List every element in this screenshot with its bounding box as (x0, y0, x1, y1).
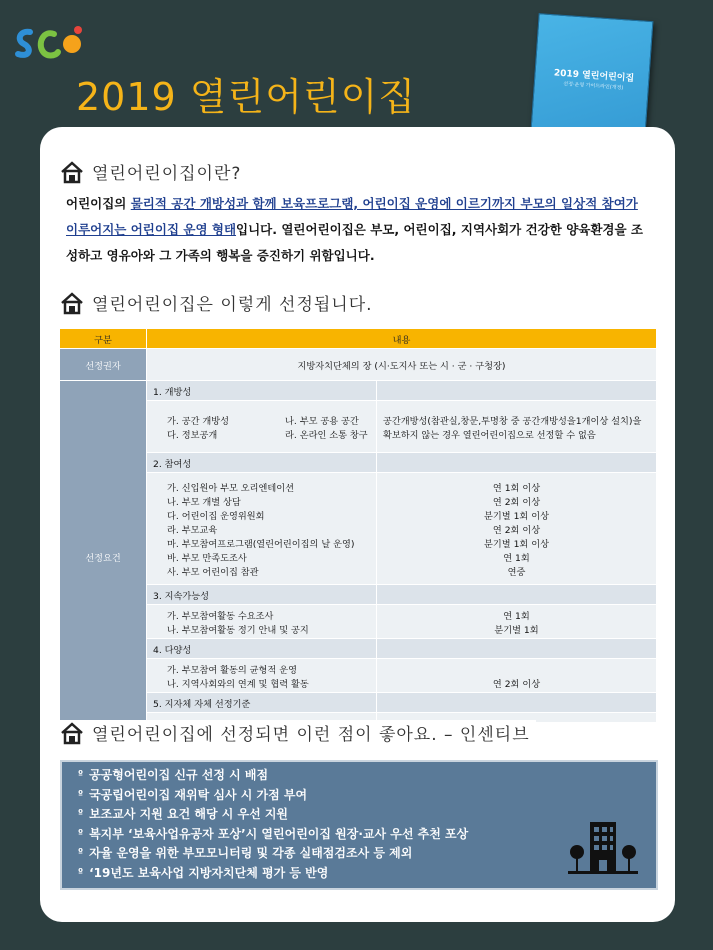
openness-item-d: 라. 온라인 소통 창구 (285, 429, 368, 441)
selection-table (59, 328, 656, 722)
house-icon (60, 160, 84, 184)
list-item: 가. 신입원아 부모 오리엔테이션 (167, 482, 295, 494)
group-title-blank (377, 585, 657, 605)
bullet-icon: º (78, 809, 84, 819)
list-item: 연 2회 이상 (492, 524, 541, 536)
participation-frequency (377, 473, 657, 585)
group-title-diversity: 4. 다양성 (147, 639, 377, 659)
list-item: 사. 부모 어린이집 참관 (167, 566, 259, 578)
list-item (78, 766, 640, 786)
page-title: 2019 열린어린이집 (76, 75, 417, 119)
row-value-selector: 지방자치단체의 장 (시·도지사 또는 시 · 군 · 구청장) (147, 349, 657, 381)
list-item: 다. 어린이집 운영위원회 (167, 510, 265, 522)
house-icon (60, 721, 84, 745)
list-item: 연중 (507, 566, 526, 578)
intro-paragraph (66, 191, 648, 269)
list-item: 분기별 1회 이상 (484, 538, 549, 550)
logo-icon (12, 18, 90, 68)
section-title: 열린어린이집은 이렇게 선정됩니다. (92, 295, 373, 315)
section-selection (60, 290, 373, 315)
openness-item-b: 나. 부모 공용 공간 (285, 415, 359, 427)
incentive-text: 자율 운영을 위한 부모모니터링 및 각종 실태점검조사 등 제외 (89, 846, 413, 860)
openness-note: 공간개방성(참관실,창문,투명창 중 공간개방성을1개이상 설치)을 확보하지 않는 경우 열린어린이집으로 선정할 수 없음 (377, 401, 657, 453)
incentive-text: 공공형어린이집 신규 선정 시 배점 (89, 768, 269, 782)
list-item: 가. 부모참여 활동의 균형적 운영 (167, 664, 297, 676)
incentive-box (60, 760, 658, 890)
list-item (78, 844, 640, 864)
content-card (40, 127, 675, 922)
list-item (78, 825, 640, 845)
table-header-content: 내용 (147, 329, 657, 349)
group-title-blank (377, 381, 657, 401)
house-icon (60, 291, 84, 315)
incentive-text: 복지부 ‘보육사업유공자 포상’시 열린어린이집 원장·교사 우선 추천 포상 (89, 826, 469, 841)
list-item: 라. 부모교육 (167, 524, 218, 536)
booklet-subtitle: 선정·운영 가이드라인(개정) (563, 81, 624, 92)
openness-items (147, 401, 377, 453)
list-item (78, 805, 640, 825)
section-title: 열린어린이집에 선정되면 이런 점이 좋아요. – 인센티브 (92, 725, 530, 745)
diversity-items (147, 659, 377, 693)
list-item (78, 864, 640, 884)
list-item: 연 2회 이상 (492, 496, 541, 508)
incentive-text: ‘19년도 보육사업 지방자치단체 평가 등 반영 (89, 865, 329, 880)
bullet-icon: º (78, 867, 84, 878)
list-item: 나. 부모 개별 상담 (167, 496, 241, 508)
list-item: 바. 부모 만족도조사 (167, 552, 247, 564)
list-item: 분기별 1회 이상 (484, 510, 549, 522)
diversity-frequency: 연 2회 이상 (377, 659, 657, 693)
row-label-selector: 선정권자 (60, 349, 147, 381)
group-title-sustainability: 3. 지속가능성 (147, 585, 377, 605)
group-title-participation: 2. 참여성 (147, 453, 377, 473)
bullet-icon: º (78, 848, 84, 858)
group-title-blank (377, 639, 657, 659)
group-title-local: 5. 지자체 자체 선정기준 (147, 693, 377, 713)
group-title-openness: 1. 개방성 (147, 381, 377, 401)
list-item: 분기별 1회 (494, 624, 539, 636)
building-icon (568, 818, 638, 874)
section-title: 열린어린이집이란? (92, 164, 242, 184)
group-title-blank (377, 693, 657, 713)
bullet-icon: º (78, 828, 84, 839)
section-incentive (60, 720, 536, 745)
booklet-title: 2019 열린어린이집 (553, 68, 635, 84)
group-title-blank (377, 453, 657, 473)
openness-item-a: 가. 공간 개방성 (167, 415, 230, 427)
list-item: 나. 지역사회와의 연계 및 협력 활동 (167, 678, 309, 690)
participation-items (147, 473, 377, 585)
bullet-icon: º (78, 770, 84, 780)
row-label-requirements: 선정요건 (60, 381, 147, 723)
bullet-icon: º (78, 789, 84, 800)
incentive-text: 국공립어린이집 재위탁 심사 시 가점 부여 (89, 787, 308, 802)
intro-prefix: 어린이집의 (66, 196, 131, 211)
list-item: 연 1회 (503, 552, 530, 564)
list-item (78, 786, 640, 806)
section-what-is (60, 159, 241, 184)
list-item: 가. 부모참여활동 수요조사 (167, 610, 274, 622)
list-item: 연 1회 이상 (492, 482, 541, 494)
intro-underlined: 물리적 공간 개방성과 함께 보육프로그램, 어린이집 운영에 이르기까지 부모의 일상적 참여가 이루어지는 어린이집 운영 형태 (66, 196, 638, 237)
sustainability-items (147, 605, 377, 639)
list-item: 마. 부모참여프로그램(열린어린이집의 날 운영) (167, 538, 355, 550)
list-item: 나. 부모참여활동 정기 안내 및 공지 (167, 624, 309, 636)
selection-table-wrapper (59, 328, 656, 722)
incentive-text: 보조교사 지원 요건 해당 시 우선 지원 (89, 807, 289, 821)
list-item: 연 1회 (503, 610, 530, 622)
intro-suffix: 입니다. 열린어린이집은 부모, 어린이집, 지역사회가 건강한 양육환경을 조성하고 영유아와 그 가족의 행복을 증진하기 위함입니다. (66, 222, 643, 263)
table-header-category: 구분 (60, 329, 147, 349)
openness-item-c: 다. 정보공개 (167, 429, 218, 441)
sustainability-frequency (377, 605, 657, 639)
